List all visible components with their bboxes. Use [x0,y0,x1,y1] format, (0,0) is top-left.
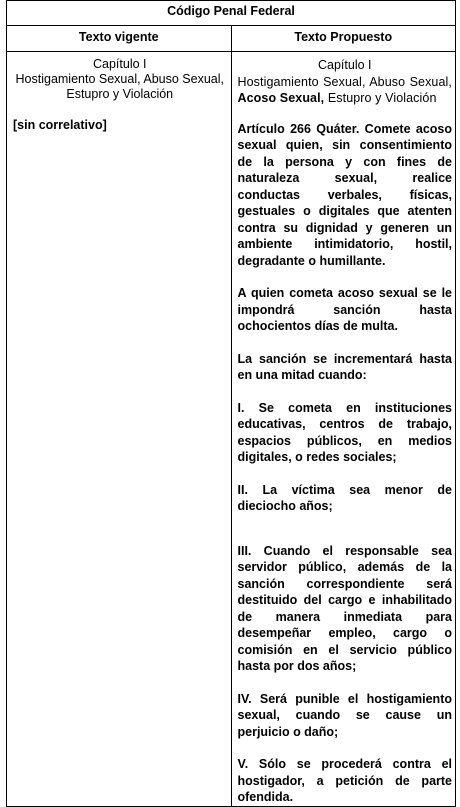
paragraph-incremento: La sanción se incrementará hasta en una mitad cuando: [237,351,452,382]
paragraph-fraccion-v: V. Sólo se procederá contra el hostigador, a petición de parte ofendida. [237,757,452,804]
header-texto-propuesto: Texto Propuesto [231,26,456,52]
table-title: Código Penal Federal [7,1,456,26]
right-chapter-name [238,74,453,107]
right-chapter-name-pre: Hostigamiento Sexual, Abuso Sexual, [237,74,452,89]
header-texto-vigente: Texto vigente [7,26,232,52]
paragraph-sancion: A quien cometa acoso sexual se le impondrá sanción hasta ochocientos días de multa. [237,286,452,333]
comparison-table [6,0,456,807]
left-no-correlative: [sin correlativo] [13,118,107,132]
paragraph-articulo: Artículo 266 Quáter. Comete acoso sexual quien, sin consentimiento de la persona y con fines de naturaleza sexual, realice conductas verbales, físicas, gestuales o digitales que atenten contra su dignidad y generen un ambiente intimidatorio, hostil, degradante o humillante. [237,121,452,268]
paragraph-fraccion-ii: II. La víctima sea menor de dieciocho años; [237,482,452,513]
paragraph-fraccion-i: I. Se cometa en instituciones educativas, centros de trabajo, espacios públicos, en medios digitales, o redes sociales; [237,400,452,464]
right-cell [231,52,456,807]
right-chapter-name-post: Estupro y Violación [327,91,437,105]
paragraph-fraccion-iii: III. Cuando el responsable sea servidor público, además de la sanción correspondiente será destituido del cargo e inhabilitado de manera inmediata para desempeñar empleo, cargo o comisión en el servicio público hasta por dos años; [237,543,452,673]
right-chapter-name-bold: Acoso Sexual, [237,91,325,105]
left-cell [7,52,232,807]
right-chapter: Capítulo I [317,58,372,72]
left-chapter-name: Hostigamiento Sexual, Abuso Sexual, Estupro y Violación [15,72,224,101]
left-chapter: Capítulo I [92,57,147,71]
paragraph-fraccion-iv: IV. Será punible el hostigamiento sexual, cuando se cause un perjuicio o daño; [237,691,452,739]
